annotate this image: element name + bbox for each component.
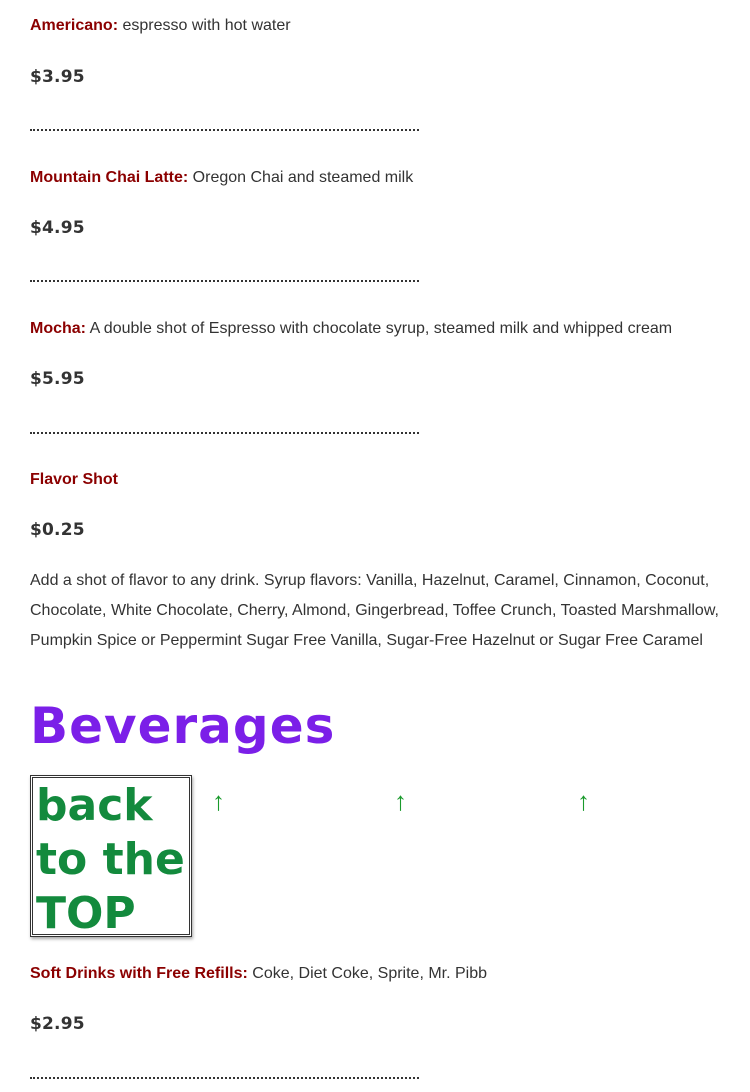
arrow-up-icon[interactable]: ↑	[212, 786, 225, 816]
item-name: Soft Drinks with Free Refills:	[30, 965, 248, 982]
dotted-divider	[30, 280, 419, 282]
arrow-up-icon[interactable]: ↑	[394, 786, 407, 816]
item-description: Oregon Chai and steamed milk	[192, 169, 414, 186]
item-price: $2.95	[30, 1014, 85, 1034]
menu-item-americano	[30, 16, 291, 36]
menu-item-flavor-shot	[30, 470, 118, 490]
back-to-top-line: to the	[36, 834, 185, 885]
flavor-shot-description: Add a shot of flavor to any drink. Syrup flavors: Vanilla, Hazelnut, Caramel, Cinnamon, Coconut, Chocolate, White Chocolate, Cherry, Almond, Gingerbread, Toffee Crunch, Toasted Marshmallow, Pumpkin Spice or Peppermint Sugar Free Vanilla, Sugar-Free Hazelnut or Sugar Free Caramel	[30, 572, 719, 649]
item-price: $3.95	[30, 67, 85, 87]
dotted-divider	[30, 129, 419, 131]
back-to-top-line: TOP	[36, 888, 136, 937]
menu-item-soft-drinks	[30, 964, 487, 984]
item-price: $4.95	[30, 218, 85, 238]
item-price: $5.95	[30, 369, 85, 389]
item-description: espresso with hot water	[122, 17, 291, 34]
menu-item-mountain-chai-latte	[30, 168, 413, 188]
dotted-divider	[30, 1077, 419, 1079]
item-name: Flavor Shot	[30, 471, 119, 488]
section-title-beverages: Beverages	[30, 697, 336, 755]
dotted-divider	[30, 432, 419, 434]
item-description: Coke, Diet Coke, Sprite, Mr. Pibb	[252, 965, 488, 982]
menu-item-mocha	[30, 319, 672, 339]
item-price: $0.25	[30, 520, 85, 540]
item-name: Mocha:	[30, 320, 86, 337]
back-to-top-button[interactable]	[30, 775, 192, 937]
back-to-top-line: back	[36, 780, 153, 831]
item-name: Americano:	[30, 17, 119, 34]
arrow-up-icon[interactable]: ↑	[577, 786, 590, 816]
item-name: Mountain Chai Latte:	[30, 169, 189, 186]
item-description: A double shot of Espresso with chocolate syrup, steamed milk and whipped cream	[89, 320, 673, 337]
